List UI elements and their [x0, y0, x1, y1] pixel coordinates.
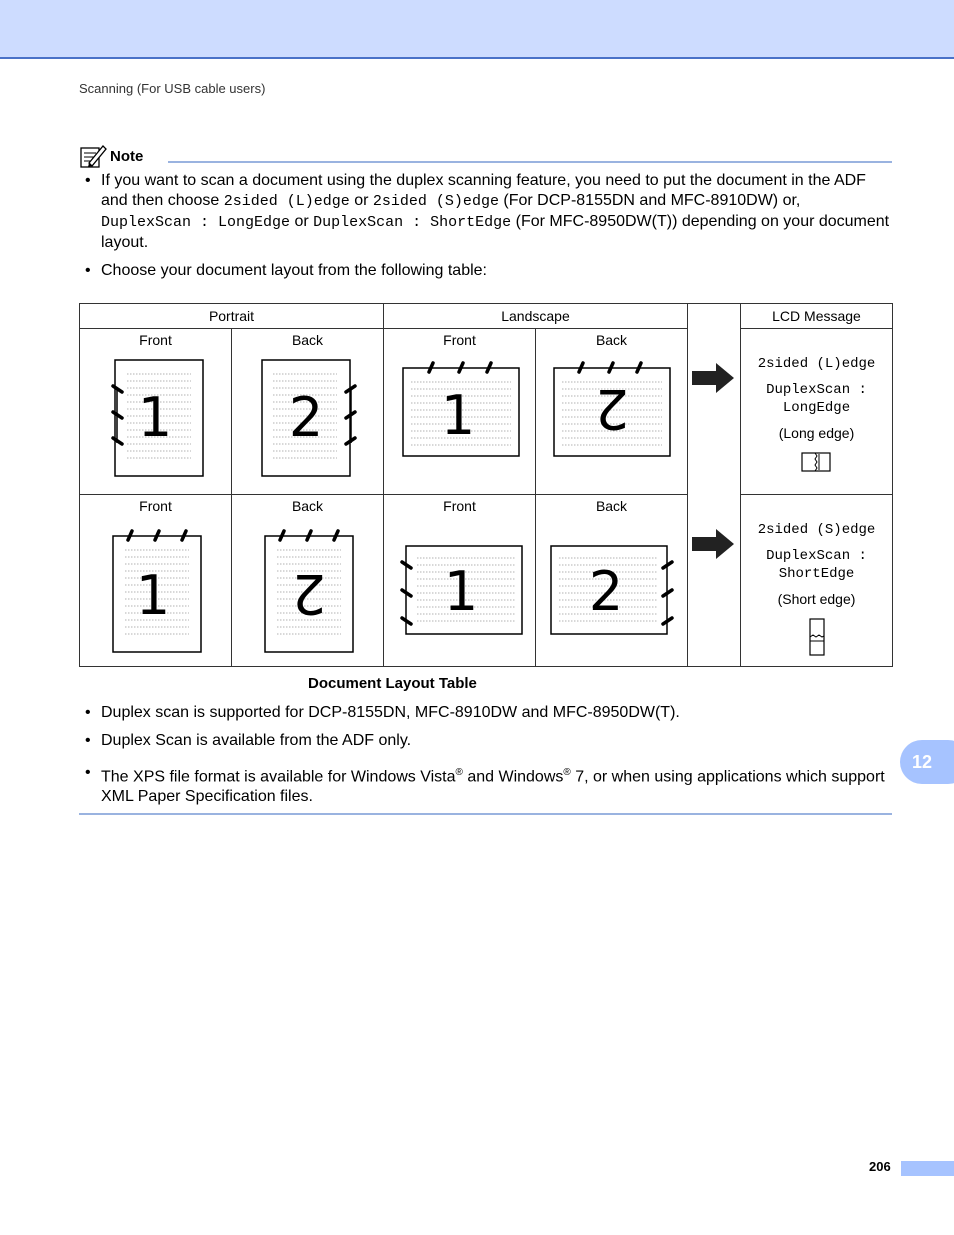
list-item: • The XPS file format is available for Windows Vista® and Windows® 7, or when using applications which support XML Paper Specification files.	[85, 764, 885, 806]
landscape-short-back-page	[537, 514, 687, 654]
lcd-message-short-1: 2sided (S)edge	[757, 522, 876, 538]
landscape-back-cell: Back 2	[536, 329, 688, 495]
svg-text:1: 1	[443, 560, 478, 623]
landscape-short-front-page	[385, 514, 535, 654]
svg-text:1: 1	[440, 384, 475, 447]
svg-text:1: 1	[137, 386, 172, 449]
landscape-long-front-page	[385, 348, 535, 478]
portrait-front-cell: Front 1	[80, 329, 232, 495]
document-layout-table	[79, 303, 893, 667]
landscape-header: Landscape	[384, 304, 688, 329]
long-edge-label: (Long edge)	[778, 425, 855, 441]
svg-text:2: 2	[588, 560, 623, 623]
note-heading	[79, 142, 143, 170]
svg-text:1: 1	[135, 564, 170, 627]
lcd-header: LCD Message	[741, 304, 893, 329]
portrait-long-front-page	[81, 348, 231, 478]
lcd-message-long-1: 2sided (L)edge	[757, 356, 876, 372]
short-edge-icon	[807, 617, 827, 657]
running-header: Scanning (For USB cable users)	[79, 81, 266, 96]
note-rule	[168, 161, 892, 163]
portrait-header: Portrait	[80, 304, 384, 329]
lcd-short-edge-cell	[741, 495, 893, 667]
after-bullet-list	[85, 703, 890, 807]
lcd-message-short-2: DuplexScan : ShortEdge	[766, 548, 867, 582]
portrait-short-front-page	[81, 514, 231, 654]
list-item: • Duplex scan is supported for DCP-8155DN, MFC-8910DW and MFC-8950DW(T).	[85, 704, 680, 721]
portrait-long-back-page	[233, 348, 383, 478]
landscape-back-cell-2: Back 2	[536, 495, 688, 667]
lcd-long-edge-cell	[741, 329, 893, 495]
pencil-note-icon	[79, 143, 107, 169]
top-header-band	[0, 0, 954, 59]
arrow-right-icon	[690, 528, 736, 560]
lcd-message-long-2: DuplexScan : LongEdge	[766, 382, 867, 416]
landscape-front-cell: Front 1	[384, 329, 536, 495]
portrait-back-cell: Back 2	[232, 329, 384, 495]
note-end-rule	[79, 813, 892, 815]
arrow-column	[688, 304, 741, 667]
list-item: • If you want to scan a document using the duplex scanning feature, you need to put the document in the ADF and then choose 2sided (L)edge or 2sided (S)edge (For DCP-8155DN and MFC-8910DW) or, DuplexScan : LongEdge or DuplexScan : ShortEdge (For MFC-8950DW(T)) depending on your document layout.	[85, 172, 890, 251]
arrow-right-icon	[690, 362, 736, 394]
landscape-front-cell-2: Front 1	[384, 495, 536, 667]
list-item: • Choose your document layout from the following table:	[85, 262, 487, 279]
landscape-long-back-page	[537, 348, 687, 478]
list-item: • Duplex Scan is available from the ADF only.	[85, 732, 412, 749]
table-caption: Document Layout Table	[308, 675, 477, 692]
short-edge-label: (Short edge)	[777, 591, 856, 607]
long-edge-icon	[801, 451, 833, 473]
page-number: 206	[869, 1159, 891, 1174]
svg-text:2: 2	[291, 562, 326, 625]
note-bullet-list	[85, 171, 890, 281]
chapter-tab: 12	[900, 740, 954, 784]
note-label: Note	[110, 147, 144, 165]
portrait-short-back-page	[233, 514, 383, 654]
page-number-bar	[901, 1161, 954, 1176]
svg-text:2: 2	[594, 377, 629, 440]
portrait-back-cell-2: Back 2	[232, 495, 384, 667]
portrait-front-cell-2: Front 1	[80, 495, 232, 667]
svg-text:2: 2	[288, 386, 323, 449]
